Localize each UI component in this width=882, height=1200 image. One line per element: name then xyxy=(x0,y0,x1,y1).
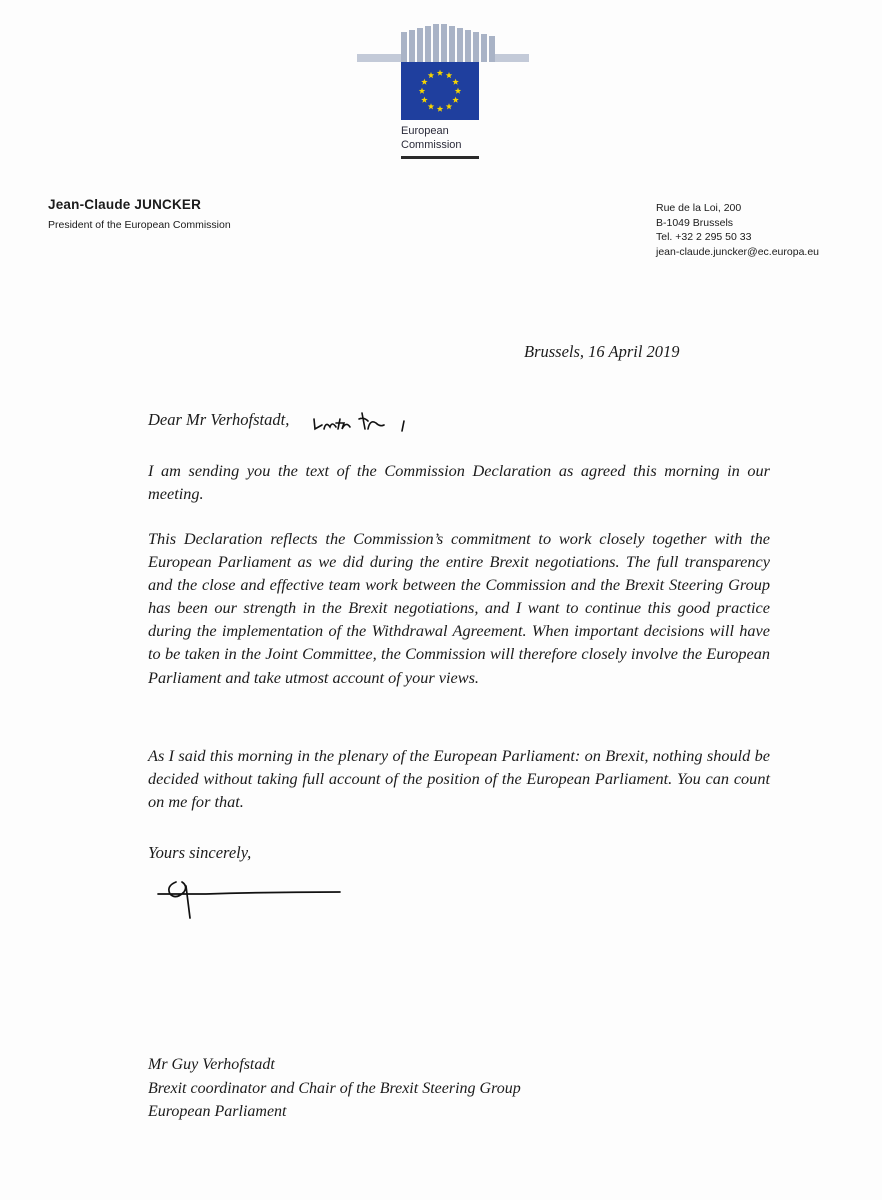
recipient-institution: European Parliament xyxy=(148,1103,287,1120)
logo-text-line1: European xyxy=(401,125,449,137)
address-city: B-1049 Brussels xyxy=(656,216,734,229)
salutation: Dear Mr Verhofstadt, xyxy=(148,410,290,429)
address-block xyxy=(656,201,819,259)
logo-text xyxy=(401,124,462,152)
body-paragraph-2: This Declaration reflects the Commission’s commitment to work closely together with the European Parliament as we did during the entire Brexit negotiations. The full transparency and the close and effective team work between the Commission and the Brexit Steering Group has been our strength in the Brexit negotiations, and I want to continue this good practice during the implementation of the Withdrawal Agreement. When important decisions will have to be taken in the Joint Committee, the Commission will therefore closely involve the European Parliament and take utmost account of your views. xyxy=(148,529,770,687)
sender-title: President of the European Commission xyxy=(48,219,231,231)
body-paragraph-3: As I said this morning in the plenary of the European Parliament: on Brexit, nothing should be decided without taking full account of the position of the European Parliament. You can count on me for that. xyxy=(148,746,770,812)
letter-date: Brussels, 16 April 2019 xyxy=(524,342,680,361)
recipient-block xyxy=(148,1053,521,1124)
body-paragraph-1: I am sending you the text of the Commission Declaration as agreed this morning in our meeting. xyxy=(148,461,770,504)
signature xyxy=(148,872,348,927)
signature-icon xyxy=(148,872,348,927)
recipient-role: Brexit coordinator and Chair of the Brexit Steering Group xyxy=(148,1079,521,1097)
closing: Yours sincerely, xyxy=(148,843,252,862)
handwritten-note xyxy=(312,407,418,437)
logo-text-line2: Commission xyxy=(401,139,462,151)
handwritten-greeting-icon xyxy=(312,407,418,437)
sender-name: Jean-Claude JUNCKER xyxy=(48,197,202,212)
berlaymont-building-icon xyxy=(357,24,529,62)
address-street: Rue de la Loi, 200 xyxy=(656,202,742,214)
recipient-name: Mr Guy Verhofstadt xyxy=(148,1056,275,1073)
address-phone: Tel. +32 2 295 50 33 xyxy=(656,231,752,243)
address-email: jean-claude.juncker@ec.europa.eu xyxy=(656,245,820,258)
